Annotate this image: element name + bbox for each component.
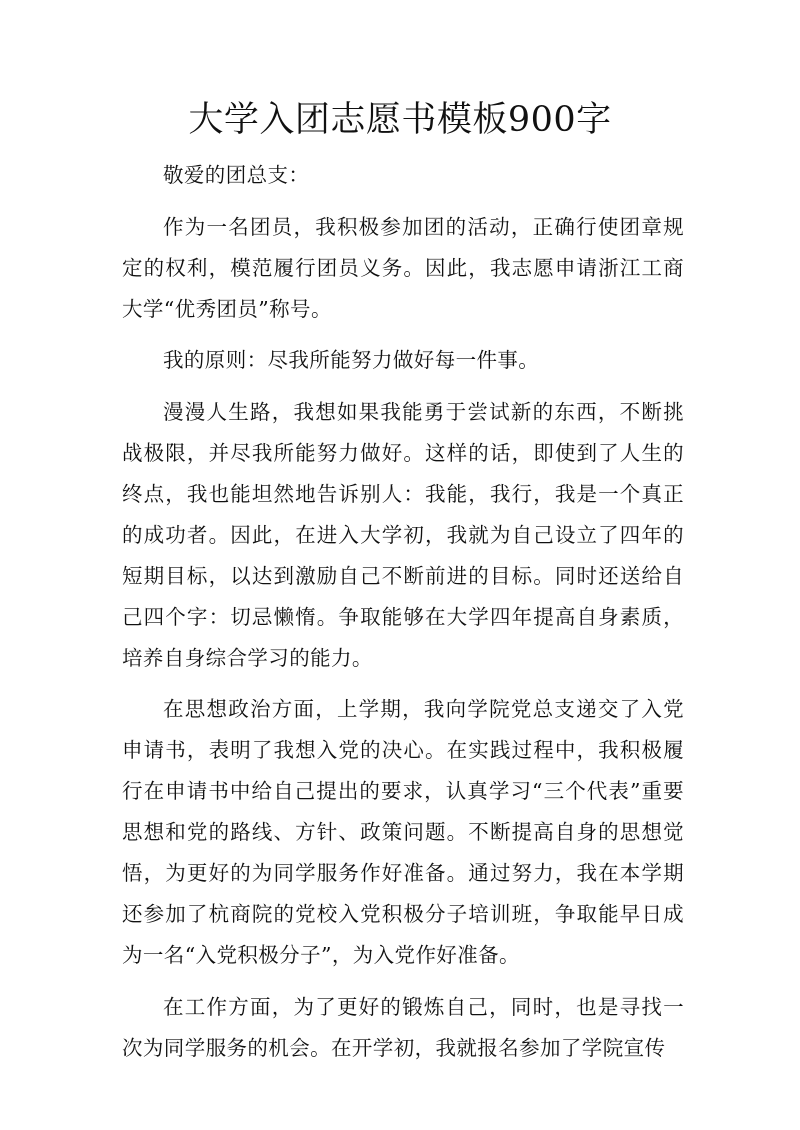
document-body bbox=[122, 155, 684, 1079]
paragraph: 作为一名团员，我积极参加团的活动，正确行使团章规定的权利，模范履行团员义务。因此，我志愿申请浙江工商大学“优秀团员”称号。 bbox=[122, 214, 684, 321]
paragraph: 我的原则：尽我所能努力做好每一件事。 bbox=[163, 348, 540, 372]
paragraph: 在工作方面，为了更好的锻炼自己，同时，也是寻找一次为同学服务的机会。在开学初，我就报名参加了学院宣传 bbox=[122, 994, 684, 1060]
paragraph: 在思想政治方面，上学期，我向学院党总支递交了入党申请书，表明了我想入党的决心。在实践过程中，我积极履行在申请书中给自己提出的要求，认真学习“三个代表”重要思想和党的路线、方针、政策问题。不断提高自身的思想觉悟，为更好的为同学服务作好准备。通过努力，我在本学期还参加了杭商院的党校入党积极分子培训班，争取能早日成为一名“入党积极分子”，为入党作好准备。 bbox=[122, 697, 684, 967]
paragraph: 漫漫人生路，我想如果我能勇于尝试新的东西，不断挑战极限，并尽我所能努力做好。这样的话，即使到了人生的终点，我也能坦然地告诉别人：我能，我行，我是一个真正的成功者。因此，在进入大学初，我就为自己设立了四年的短期目标，以达到激励自己不断前进的目标。同时还送给自己四个字：切忌懒惰。争取能够在大学四年提高自身素质，培养自身综合学习的能力。 bbox=[122, 399, 684, 670]
paragraph-greeting: 敬爱的团总支： bbox=[163, 163, 310, 187]
document-title: 大学入团志愿书模板900字 bbox=[188, 100, 612, 140]
